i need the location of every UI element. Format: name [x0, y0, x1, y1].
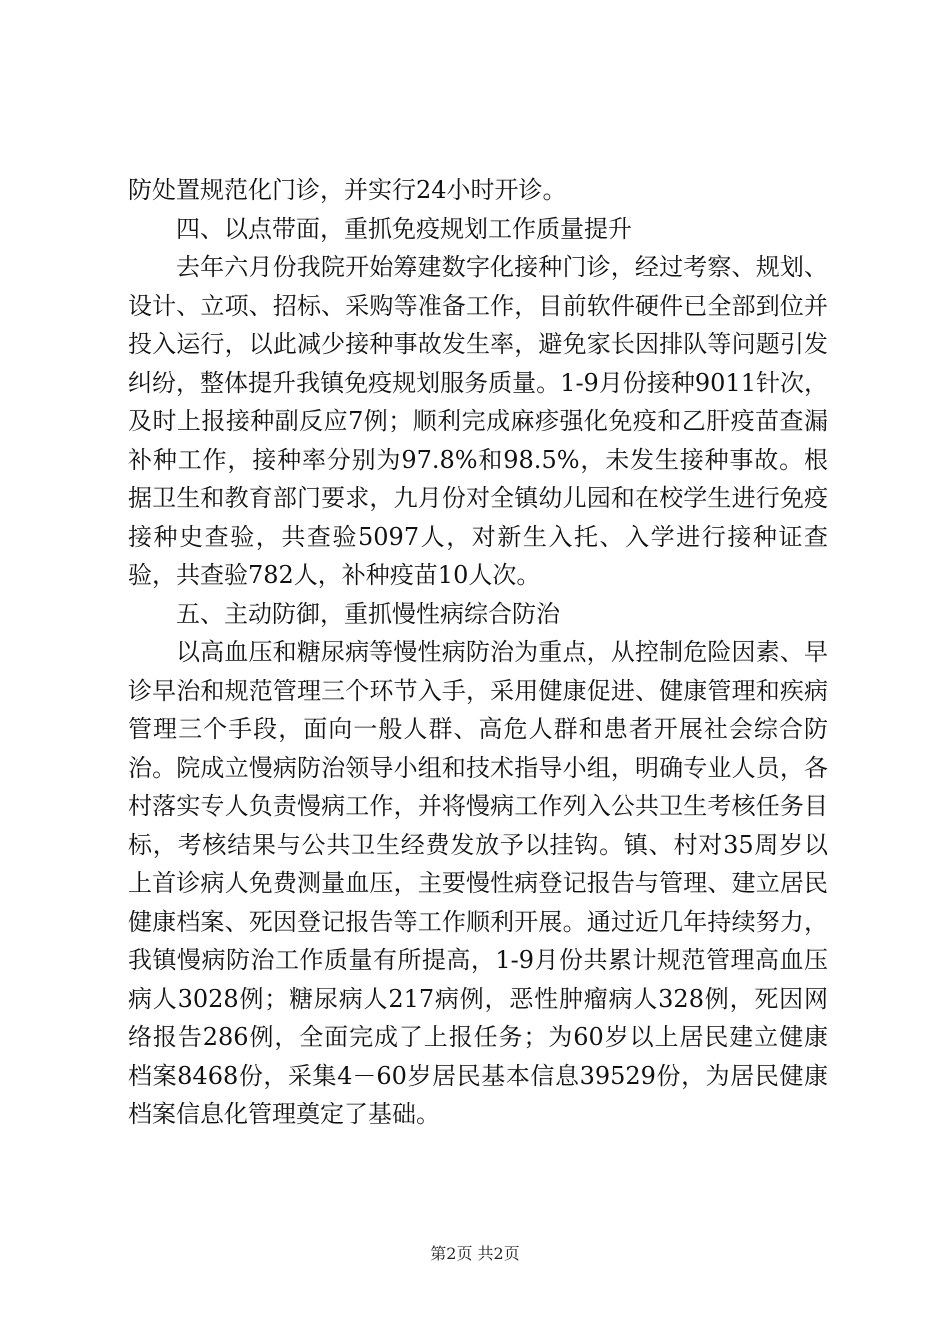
- document-body: [128, 171, 828, 1134]
- section-heading-chronic-disease: 五、主动防御，重抓慢性病综合防治: [176, 599, 560, 628]
- section-heading-immunization: 四、以点带面，重抓免疫规划工作质量提升: [176, 214, 632, 243]
- page-footer: 第2页 共2页: [430, 1244, 520, 1263]
- paragraph-continuation: 防处置规范化门诊，并实行24小时开诊。: [128, 176, 567, 204]
- paragraph-immunization: 去年六月份我院开始筹建数字化接种门诊，经过考察、规划、设计、立项、招标、采购等准备工作，目前软件硬件已全部到位并投入运行，以此减少接种事故发生率，避免家长因排队等问题引发纠纷，整体提升我镇免疫规划服务质量。1-9月份接种9011针次，及时上报接种副反应7例；顺利完成麻疹强化免疫和乙肝疫苗查漏补种工作，接种率分别为97.8%和98.5%，未发生接种事故。根据卫生和教育部门要求，九月份对全镇幼儿园和在校学生进行免疫接种史查验，共查验5097人，对新生入托、入学进行接种证查验，共查验782人，补种疫苗10人次。: [128, 253, 828, 589]
- paragraph-chronic-disease: 以高血压和糖尿病等慢性病防治为重点，从控制危险因素、早诊早治和规范管理三个环节入手，采用健康促进、健康管理和疾病管理三个手段，面向一般人群、高危人群和患者开展社会综合防治。院成立慢病防治领导小组和技术指导小组，明确专业人员，各村落实专人负责慢病工作，并将慢病工作列入公共卫生考核任务目标，考核结果与公共卫生经费发放予以挂钩。镇、村对35周岁以上首诊病人免费测量血压，主要慢性病登记报告与管理、建立居民健康档案、死因登记报告等工作顺利开展。通过近几年持续努力，我镇慢病防治工作质量有所提高，1-9月份共累计规范管理高血压病人3028例；糖尿病人217病例，恶性肿瘤病人328例，死因网络报告286例，全面完成了上报任务；为60岁以上居民建立健康档案8468份，采集4－60岁居民基本信息39529份，为居民健康档案信息化管理奠定了基础。: [128, 638, 828, 1128]
